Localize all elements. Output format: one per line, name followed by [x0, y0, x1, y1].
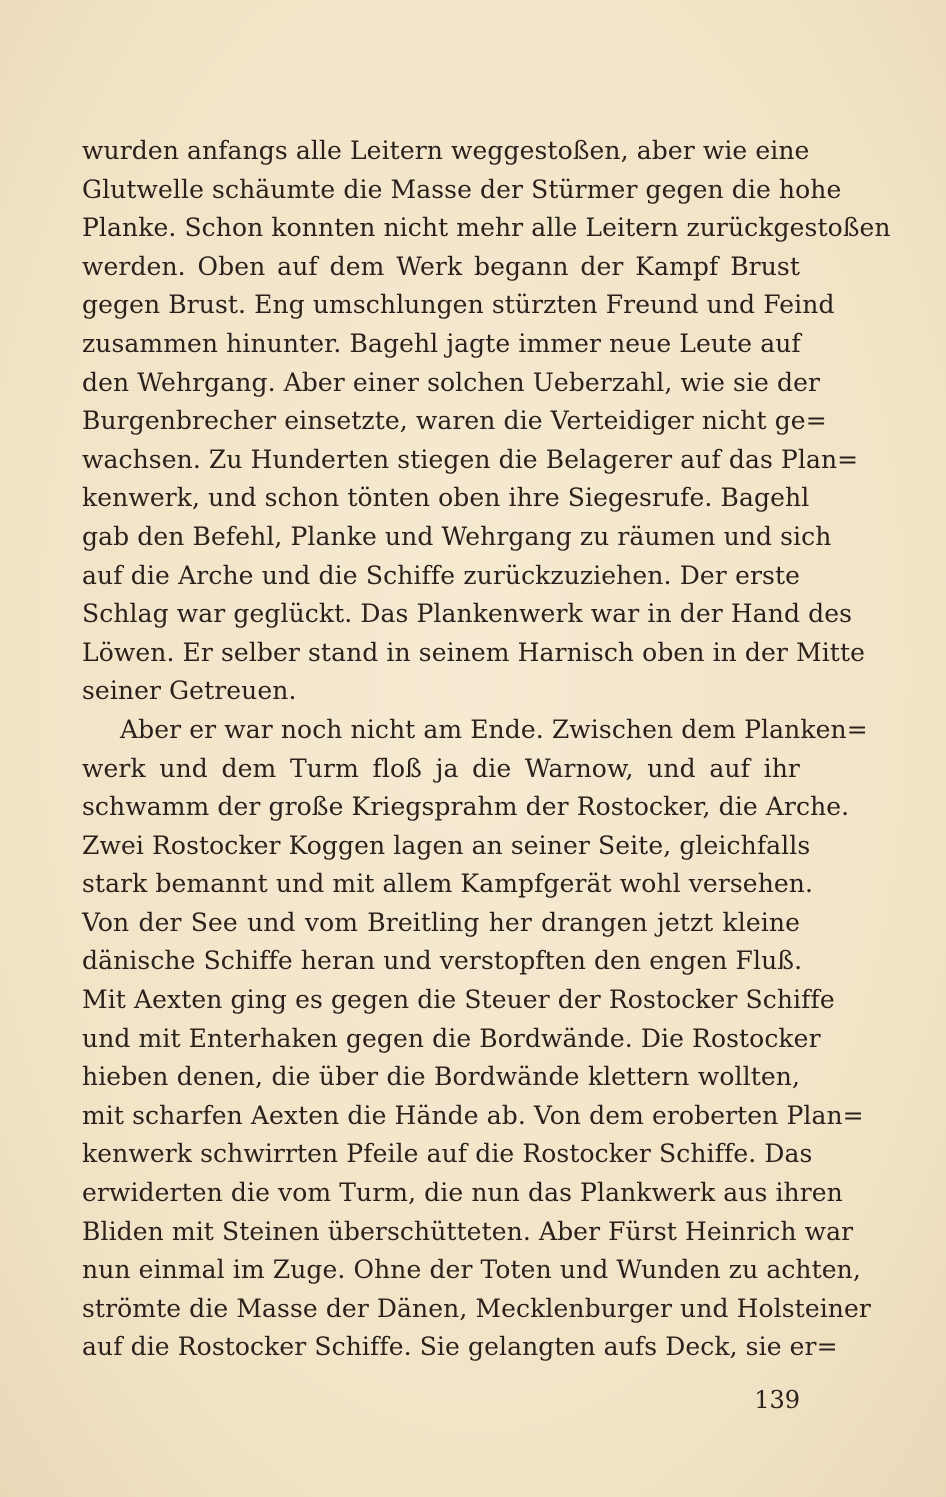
- text-line: gegen Brust. Eng umschlungen stürzten Freund und Feind: [82, 290, 835, 320]
- text-line: wachsen. Zu Hunderten stiegen die Belagerer auf das Plan=: [82, 444, 859, 474]
- text-line: den Wehrgang. Aber einer solchen Ueberzahl, wie sie der: [82, 367, 821, 397]
- text-line: hieben denen, die über die Bordwände klettern wollten,: [82, 1062, 800, 1092]
- text-line: Mit Aexten ging es gegen die Steuer der Rostocker Schiffe: [82, 985, 835, 1015]
- text-line: nun einmal im Zuge. Ohne der Toten und Wunden zu achten,: [82, 1255, 861, 1285]
- text-line: dänische Schiffe heran und verstopften den engen Fluß.: [82, 946, 803, 976]
- text-line: Zwei Rostocker Koggen lagen an seiner Seite, gleichfalls: [82, 830, 811, 860]
- text-line: Löwen. Er selber stand in seinem Harnisch oben in der Mitte: [82, 637, 865, 667]
- text-line: erwiderten die vom Turm, die nun das Plankwerk aus ihren: [82, 1178, 843, 1208]
- text-line: kenwerk, und schon tönten oben ihre Siegesrufe. Bagehl: [82, 483, 810, 513]
- text-line: mit scharfen Aexten die Hände ab. Von dem eroberten Plan=: [82, 1100, 864, 1130]
- text-line: werden. Oben auf dem Werk begann der Kampf Brust: [82, 251, 800, 281]
- page-number: 139: [754, 1386, 800, 1414]
- text-line: Planke. Schon konnten nicht mehr alle Leitern zurückgestoßen: [82, 213, 891, 243]
- text-line: kenwerk schwirrten Pfeile auf die Rostocker Schiffe. Das: [82, 1139, 813, 1169]
- text-line: schwamm der große Kriegsprahm der Rostocker, die Arche.: [82, 792, 850, 822]
- text-line: strömte die Masse der Dänen, Mecklenburger und Holsteiner: [82, 1293, 871, 1323]
- text-line: seiner Getreuen.: [82, 676, 297, 706]
- paragraph-2: [82, 711, 871, 1367]
- text-line: und mit Enterhaken gegen die Bordwände. Die Rostocker: [82, 1023, 821, 1053]
- text-line: Von der See und vom Breitling her drangen jetzt kleine: [82, 907, 800, 937]
- text-line: wurden anfangs alle Leitern weggestoßen, aber wie eine: [82, 136, 810, 165]
- text-line: stark bemannt und mit allem Kampfgerät wohl versehen.: [82, 869, 814, 899]
- text-line: werk und dem Turm floß ja die Warnow, und auf ihr: [82, 753, 800, 783]
- text-line: Schlag war geglückt. Das Plankenwerk war in der Hand des: [82, 599, 853, 629]
- text-line: Glutwelle schäumte die Masse der Stürmer gegen die hohe: [82, 174, 842, 204]
- text-line: auf die Rostocker Schiffe. Sie gelangten aufs Deck, sie er=: [82, 1332, 838, 1362]
- text-line: gab den Befehl, Planke und Wehrgang zu räumen und sich: [82, 521, 832, 551]
- paragraph-1: [82, 132, 891, 711]
- text-line: Aber er war noch nicht am Ende. Zwischen dem Planken=: [120, 714, 868, 744]
- body-text: [82, 132, 891, 1367]
- text-line: Bliden mit Steinen überschütteten. Aber Fürst Heinrich war: [82, 1216, 854, 1246]
- text-line: Burgenbrecher einsetzte, waren die Verteidiger nicht ge=: [82, 406, 827, 436]
- text-line: zusammen hinunter. Bagehl jagte immer neue Leute auf: [82, 328, 801, 358]
- text-line: auf die Arche und die Schiffe zurückzuziehen. Der erste: [82, 560, 800, 590]
